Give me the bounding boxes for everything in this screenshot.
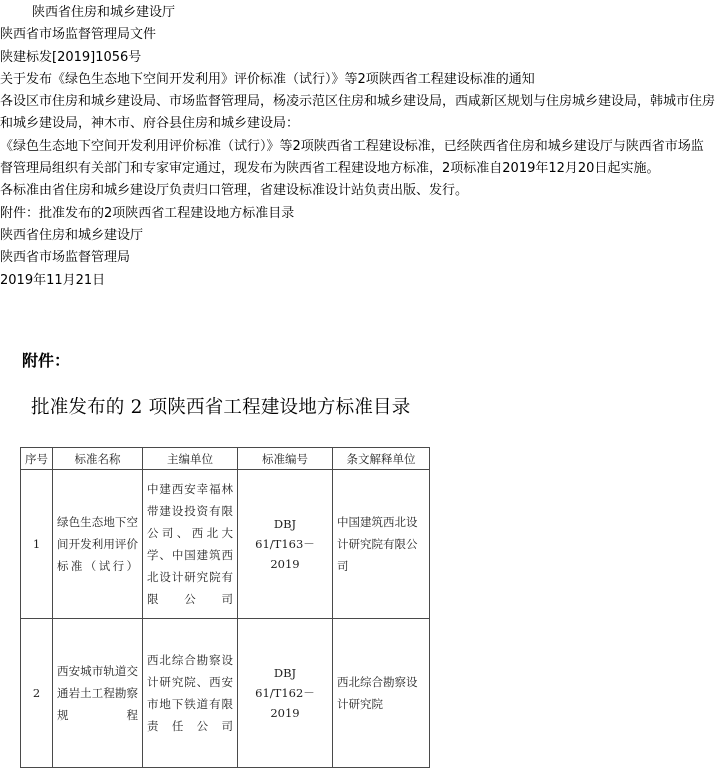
signer-housing-dept: 陕西省住房和城乡建设厅	[0, 227, 144, 243]
table-row	[21, 470, 430, 619]
row-standard-name	[53, 470, 143, 619]
attachment-line: 附件：批准发布的2项陕西省工程建设地方标准目录	[0, 205, 295, 221]
row-code-number: 61/T162－2019	[255, 686, 315, 720]
row-editor-text: 西北综合勘察设计研究院、西安市地下铁道有限责任公司	[147, 653, 233, 733]
column-header-interpreter: 条文解释单位	[333, 448, 430, 470]
row-standard-code	[238, 619, 333, 768]
row-interpreter	[333, 619, 430, 768]
row-interpreter-text: 西北综合勘察设计研究院	[337, 675, 418, 711]
table-header-row	[21, 448, 430, 470]
notice-text	[0, 2, 716, 292]
column-header-code: 标准编号	[238, 448, 333, 470]
row-interpreter-text: 中国建筑西北设计研究院有限公司	[337, 515, 418, 573]
notice-subject: 关于发布《绿色生态地下空间开发利用》评价标准（试行）》等2项陕西省工程建设标准的通知	[0, 71, 535, 87]
row-standard-name	[53, 619, 143, 768]
standards-table	[20, 447, 430, 768]
row-standard-name-text: 西安城市轨道交通岩土工程勘察规程	[57, 664, 138, 722]
row-editor	[143, 619, 238, 768]
row-interpreter	[333, 470, 430, 619]
column-header-name: 标准名称	[53, 448, 143, 470]
row-no: 2	[21, 619, 53, 768]
column-header-no: 序号	[21, 448, 53, 470]
notice-body: 《绿色生态地下空间开发利用评价标准（试行）》等2项陕西省工程建设标准，已经陕西省住房和城乡建设厅与陕西省市场监督管理局组织有关部门和专家审定通过，现发布为陕西省工程建设地方标准，2项标准自2019年12月20日起实施。	[0, 138, 704, 177]
column-header-editor: 主编单位	[143, 448, 238, 470]
signer-market-bureau: 陕西省市场监督管理局	[0, 250, 131, 266]
row-code-prefix: DBJ	[273, 666, 297, 680]
doc-number: 陕建标发[2019]1056号	[0, 49, 142, 65]
table-row	[21, 619, 430, 768]
table-title: 批准发布的 2 项陕西省工程建设地方标准目录	[31, 397, 411, 418]
row-standard-name-text: 绿色生态地下空间开发利用评价标准（试行）	[57, 515, 138, 573]
row-editor-text: 中建西安幸福林带建设投资有限公司、西北大学、中国建筑西北设计研究院有限公司	[147, 482, 233, 606]
issue-date: 2019年11月21日	[0, 272, 106, 288]
addressees: 各设区市住房和城乡建设局、市场监督管理局，杨凌示范区住房和城乡建设局，西咸新区规划与住房城乡建设局，韩城市住房和城乡建设局，神木市、府谷县住房和城乡建设局：	[0, 94, 716, 132]
row-code-number: 61/T163－2019	[255, 537, 315, 571]
row-code-prefix: DBJ	[273, 517, 297, 531]
file-header: 陕西省市场监督管理局文件	[0, 27, 157, 43]
management-note: 各标准由省住房和城乡建设厅负责归口管理，省建设标准设计站负责出版、发行。	[0, 183, 469, 199]
row-standard-code	[238, 470, 333, 619]
attachment-heading: 附件：	[22, 351, 71, 370]
issuer-header: 陕西省住房和城乡建设厅	[32, 5, 176, 20]
row-editor	[143, 470, 238, 619]
row-no: 1	[21, 470, 53, 619]
